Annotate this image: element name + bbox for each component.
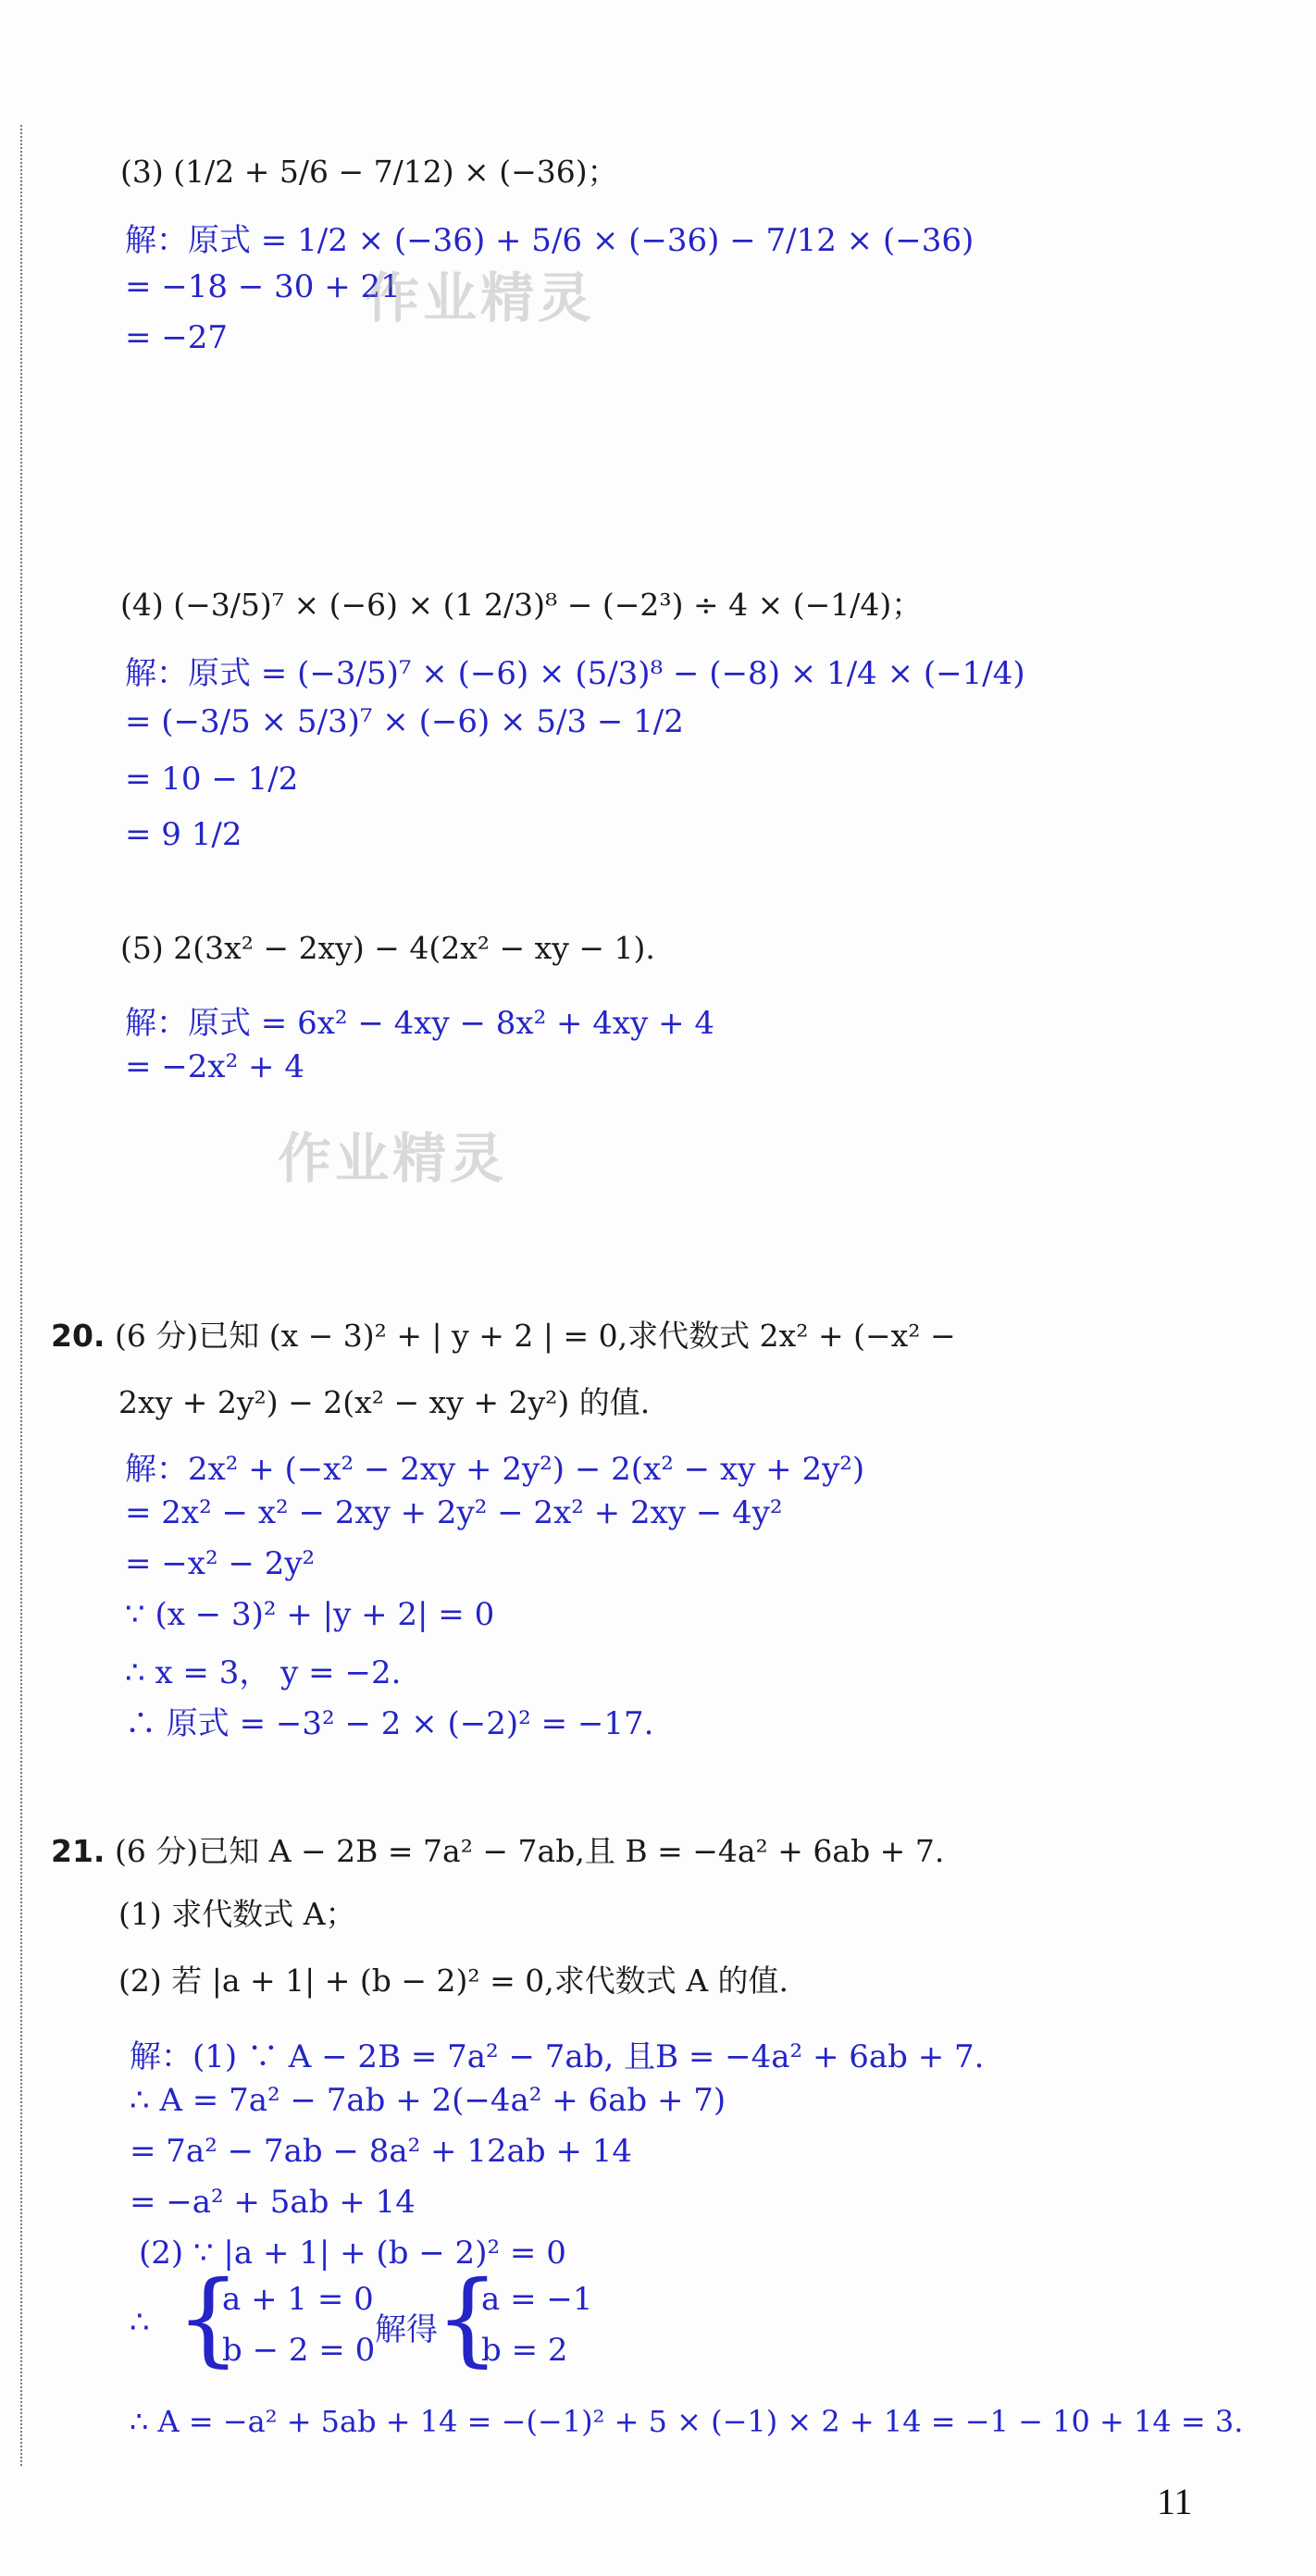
problem-20-solution-line-6: ∴ 原式 = −3² − 2 × (−2)² = −17. <box>125 1705 654 1742</box>
problem-4-solution-line-4: = 9 1/2 <box>125 816 242 853</box>
problem-20-question-text-1: (6 分)已知 (x − 3)² + | y + 2 | = 0,求代数式 2x² + (−x² − <box>114 1318 956 1354</box>
problem-20-question-line-1 <box>51 1312 956 1356</box>
problem-20-solution-line-4: ∵ (x − 3)² + |y + 2| = 0 <box>125 1596 495 1633</box>
problem-20-solution-line-1: 解：2x² + (−x² − 2xy + 2y²) − 2(x² − xy + 2y²) <box>125 1451 865 1488</box>
problem-4-solution-line-2: = (−3/5 × 5/3)⁷ × (−6) × 5/3 − 1/2 <box>125 703 684 740</box>
binding-margin-line <box>20 125 22 2466</box>
problem-21-solution-line-4: = −a² + 5ab + 14 <box>130 2184 416 2221</box>
system-sol-2: b = 2 <box>481 2332 568 2369</box>
problem-21-question-line-3: (2) 若 |a + 1| + (b − 2)² = 0,求代数式 A 的值. <box>118 1963 789 1999</box>
problem-4-solution-line-3: = 10 − 1/2 <box>125 761 299 798</box>
watermark: 作业精灵 <box>366 266 596 329</box>
problem-3-solution-line-2: = −18 − 30 + 21 <box>125 268 401 305</box>
problem-5-solution-line-1: 解：原式 = 6x² − 4xy − 8x² + 4xy + 4 <box>125 1005 715 1042</box>
left-brace: { <box>176 2259 241 2377</box>
therefore-symbol: ∴ <box>130 2304 150 2341</box>
system-eq-2: b − 2 = 0 <box>222 2332 376 2369</box>
problem-4-solution-line-1: 解：原式 = (−3/5)⁷ × (−6) × (5/3)⁸ − (−8) × 1/4 × (−1/4) <box>125 655 1025 692</box>
page-number: 11 <box>1157 2481 1193 2522</box>
system-sol-1: a = −1 <box>481 2281 593 2318</box>
problem-21-number: 21. <box>51 1833 106 1869</box>
problem-5-solution-line-2: = −2x² + 4 <box>125 1048 304 1085</box>
problem-21-question-line-1 <box>51 1827 944 1871</box>
problem-5-question: (5) 2(3x² − 2xy) − 4(2x² − xy − 1). <box>120 930 655 966</box>
problem-21-solution-line-3: = 7a² − 7ab − 8a² + 12ab + 14 <box>130 2133 633 2170</box>
problem-20-solution-line-2: = 2x² − x² − 2xy + 2y² − 2x² + 2xy − 4y² <box>125 1494 783 1531</box>
right-brace: { <box>435 2259 500 2377</box>
solve-label: 解得 <box>375 2311 438 2348</box>
problem-21-question-text-1: (6 分)已知 A − 2B = 7a² − 7ab,且 B = −4a² + 6ab + 7. <box>114 1833 945 1869</box>
problem-21-solution-final: ∴ A = −a² + 5ab + 14 = −(−1)² + 5 × (−1) × 2 + 14 = −1 − 10 + 14 = 3. <box>130 2404 1244 2439</box>
problem-3-question: (3) (1/2 + 5/6 − 7/12) × (−36)； <box>120 154 618 190</box>
problem-21-question-line-2: (1) 求代数式 A； <box>118 1896 356 1932</box>
problem-20-solution-line-5: ∴ x = 3， y = −2. <box>125 1654 402 1691</box>
problem-20-question-line-2: 2xy + 2y²) − 2(x² − xy + 2y²) 的值. <box>118 1384 651 1420</box>
problem-21-solution-line-1: 解：(1) ∵ A − 2B = 7a² − 7ab, 且B = −4a² + 6ab + 7. <box>130 2038 985 2075</box>
problem-4-question: (4) (−3/5)⁷ × (−6) × (1 2/3)⁸ − (−2³) ÷ 4 × (−1/4)； <box>120 587 923 623</box>
problem-20-number: 20. <box>51 1318 106 1354</box>
system-eq-1: a + 1 = 0 <box>222 2281 374 2318</box>
problem-21-solution-line-5: (2) ∵ |a + 1| + (b − 2)² = 0 <box>139 2235 566 2272</box>
problem-20-solution-line-3: = −x² − 2y² <box>125 1545 316 1582</box>
problem-3-solution-line-3: = −27 <box>125 319 229 356</box>
problem-21-solution-line-2: ∴ A = 7a² − 7ab + 2(−4a² + 6ab + 7) <box>130 2082 726 2119</box>
problem-3-solution-line-1: 解：原式 = 1/2 × (−36) + 5/6 × (−36) − 7/12 × (−36) <box>125 222 975 259</box>
watermark: 作业精灵 <box>278 1127 508 1190</box>
